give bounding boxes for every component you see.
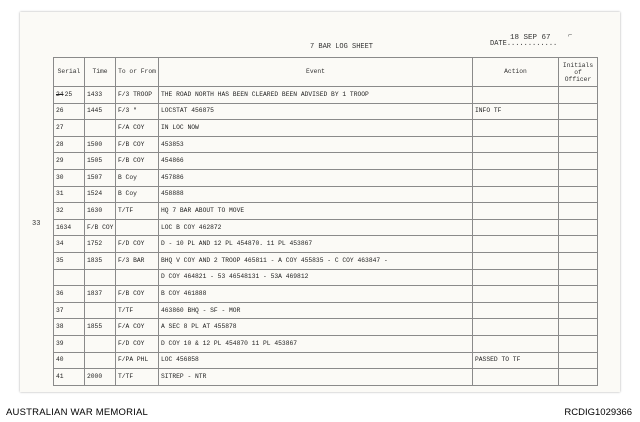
cell-initials	[559, 219, 598, 236]
cell-event: D - 10 PL AND 12 PL 454870. 11 PL 453867	[159, 236, 473, 253]
cell-action	[473, 87, 559, 104]
cell-time: 1752	[85, 236, 116, 253]
corner-mark: ⌐	[568, 32, 573, 40]
cell-event: LOC 456858	[159, 352, 473, 369]
cell-to-from: F/D COY	[116, 236, 159, 253]
struck-serial: 24	[56, 90, 64, 98]
cell-event: 457886	[159, 169, 473, 186]
header-to-from: To or From	[116, 58, 159, 87]
cell-time: 2000	[85, 369, 116, 386]
cell-action	[473, 153, 559, 170]
table-row	[54, 335, 598, 352]
cell-time: 1835	[85, 252, 116, 269]
cell-to-from: T/TF	[116, 302, 159, 319]
cell-time: 1630	[85, 203, 116, 220]
cell-serial: 40	[54, 352, 85, 369]
cell-to-from	[116, 269, 159, 286]
cell-to-from: F/B COY	[116, 136, 159, 153]
cell-event: LOCSTAT 456875	[159, 103, 473, 120]
cell-action: PASSED TO TF	[473, 352, 559, 369]
cell-initials	[559, 169, 598, 186]
cell-to-from: B Coy	[116, 169, 159, 186]
cell-to-from: F/A COY	[116, 319, 159, 336]
cell-initials	[559, 186, 598, 203]
cell-initials	[559, 136, 598, 153]
cell-initials	[559, 319, 598, 336]
table-row	[54, 103, 598, 120]
header-serial: Serial	[54, 58, 85, 87]
cell-action	[473, 335, 559, 352]
cell-time	[85, 120, 116, 137]
cell-to-from: T/TF	[116, 369, 159, 386]
cell-initials	[559, 87, 598, 104]
table-row	[54, 186, 598, 203]
serial-value: 25	[64, 90, 73, 98]
cell-serial: 35	[54, 252, 85, 269]
cell-event: HQ 7 BAR ABOUT TO MOVE	[159, 203, 473, 220]
table-row	[54, 87, 598, 104]
header-initials: Initials of Officer	[559, 58, 598, 87]
cell-initials	[559, 352, 598, 369]
margin-serial-note: 33	[32, 220, 41, 228]
table-row	[54, 269, 598, 286]
cell-event: 458888	[159, 186, 473, 203]
footer-record-id: RCDIG1029366	[564, 407, 632, 418]
log-body	[54, 87, 598, 386]
table-row	[54, 286, 598, 303]
cell-event: THE ROAD NORTH HAS BEEN CLEARED BEEN ADVISED BY 1 TROOP	[159, 87, 473, 104]
cell-time: 1433	[85, 87, 116, 104]
cell-time: 1855	[85, 319, 116, 336]
cell-action: INFO TF	[473, 103, 559, 120]
header-event: Event	[159, 58, 473, 87]
cell-initials	[559, 252, 598, 269]
table-row	[54, 153, 598, 170]
table-row	[54, 319, 598, 336]
cell-event: D COY 464821 - 53 46548131 - 53A 469812	[159, 269, 473, 286]
table-header-row	[54, 58, 598, 87]
table-row	[54, 219, 598, 236]
cell-event: BHQ V COY AND 2 TROOP 465811 - A COY 455835 - C COY 463847 -	[159, 252, 473, 269]
cell-serial: 29	[54, 153, 85, 170]
cell-to-from: F/B COY	[116, 153, 159, 170]
cell-time	[85, 352, 116, 369]
cell-serial	[54, 87, 85, 104]
cell-action	[473, 219, 559, 236]
cell-action	[473, 120, 559, 137]
cell-time: 1505	[85, 153, 116, 170]
table-row	[54, 203, 598, 220]
cell-serial: 37	[54, 302, 85, 319]
cell-to-from: F/PA PHL	[116, 352, 159, 369]
cell-time: 1524	[85, 186, 116, 203]
cell-to-from: F/B COY	[116, 286, 159, 303]
cell-action	[473, 302, 559, 319]
cell-serial: 26	[54, 103, 85, 120]
table-row	[54, 120, 598, 137]
cell-to-from: B Coy	[116, 186, 159, 203]
cell-action	[473, 369, 559, 386]
cell-action	[473, 136, 559, 153]
cell-serial: 28	[54, 136, 85, 153]
cell-to-from: F/3 BAR	[116, 252, 159, 269]
cell-time: 1507	[85, 169, 116, 186]
cell-event: IN LOC NOW	[159, 120, 473, 137]
cell-action	[473, 186, 559, 203]
table-row	[54, 136, 598, 153]
cell-serial	[54, 269, 85, 286]
cell-initials	[559, 203, 598, 220]
cell-event: 454866	[159, 153, 473, 170]
table-row	[54, 252, 598, 269]
cell-time: 1837	[85, 286, 116, 303]
cell-action	[473, 269, 559, 286]
cell-time	[85, 269, 116, 286]
cell-serial: 39	[54, 335, 85, 352]
table-row	[54, 369, 598, 386]
cell-initials	[559, 269, 598, 286]
cell-serial: 36	[54, 286, 85, 303]
cell-event: 463860 BHQ - SF - MOR	[159, 302, 473, 319]
cell-initials	[559, 335, 598, 352]
cell-serial: 38	[54, 319, 85, 336]
cell-action	[473, 203, 559, 220]
cell-initials	[559, 236, 598, 253]
cell-initials	[559, 153, 598, 170]
cell-serial: 1634	[54, 219, 85, 236]
cell-action	[473, 236, 559, 253]
cell-time	[85, 335, 116, 352]
cell-event: 453853	[159, 136, 473, 153]
cell-to-from: F/3 "	[116, 103, 159, 120]
cell-to-from: F/3 TROOP	[116, 87, 159, 104]
table-row	[54, 236, 598, 253]
cell-action	[473, 252, 559, 269]
cell-event: D COY 10 & 12 PL 454870 11 PL 453867	[159, 335, 473, 352]
cell-to-from: F/D COY	[116, 335, 159, 352]
cell-action	[473, 169, 559, 186]
cell-time: 1500	[85, 136, 116, 153]
cell-serial: 27	[54, 120, 85, 137]
cell-initials	[559, 369, 598, 386]
cell-time: F/B COY	[85, 219, 116, 236]
cell-initials	[559, 286, 598, 303]
date-value: 18 SEP 67	[510, 34, 551, 42]
sheet-title: 7 BAR LOG SHEET	[310, 43, 374, 51]
cell-serial: 31	[54, 186, 85, 203]
cell-time: 1445	[85, 103, 116, 120]
table-row	[54, 302, 598, 319]
cell-initials	[559, 120, 598, 137]
log-sheet-page	[20, 12, 620, 392]
cell-serial: 34	[54, 236, 85, 253]
date-dots: ............	[506, 40, 558, 48]
footer-source: AUSTRALIAN WAR MEMORIAL	[6, 407, 149, 418]
table-row	[54, 169, 598, 186]
date-label: DATE	[490, 40, 507, 48]
cell-event: SITREP - NTR	[159, 369, 473, 386]
cell-to-from: T/TF	[116, 203, 159, 220]
cell-time	[85, 302, 116, 319]
log-table	[53, 57, 598, 386]
cell-initials	[559, 302, 598, 319]
cell-initials	[559, 103, 598, 120]
table-row	[54, 352, 598, 369]
cell-serial: 41	[54, 369, 85, 386]
cell-to-from	[116, 219, 159, 236]
cell-action	[473, 286, 559, 303]
cell-action	[473, 319, 559, 336]
header-action: Action	[473, 58, 559, 87]
cell-serial: 30	[54, 169, 85, 186]
cell-event: A SEC 8 PL AT 455878	[159, 319, 473, 336]
cell-serial: 32	[54, 203, 85, 220]
cell-event: B COY 461888	[159, 286, 473, 303]
cell-event: LOC B COY 462872	[159, 219, 473, 236]
cell-to-from: F/A COY	[116, 120, 159, 137]
header-time: Time	[85, 58, 116, 87]
